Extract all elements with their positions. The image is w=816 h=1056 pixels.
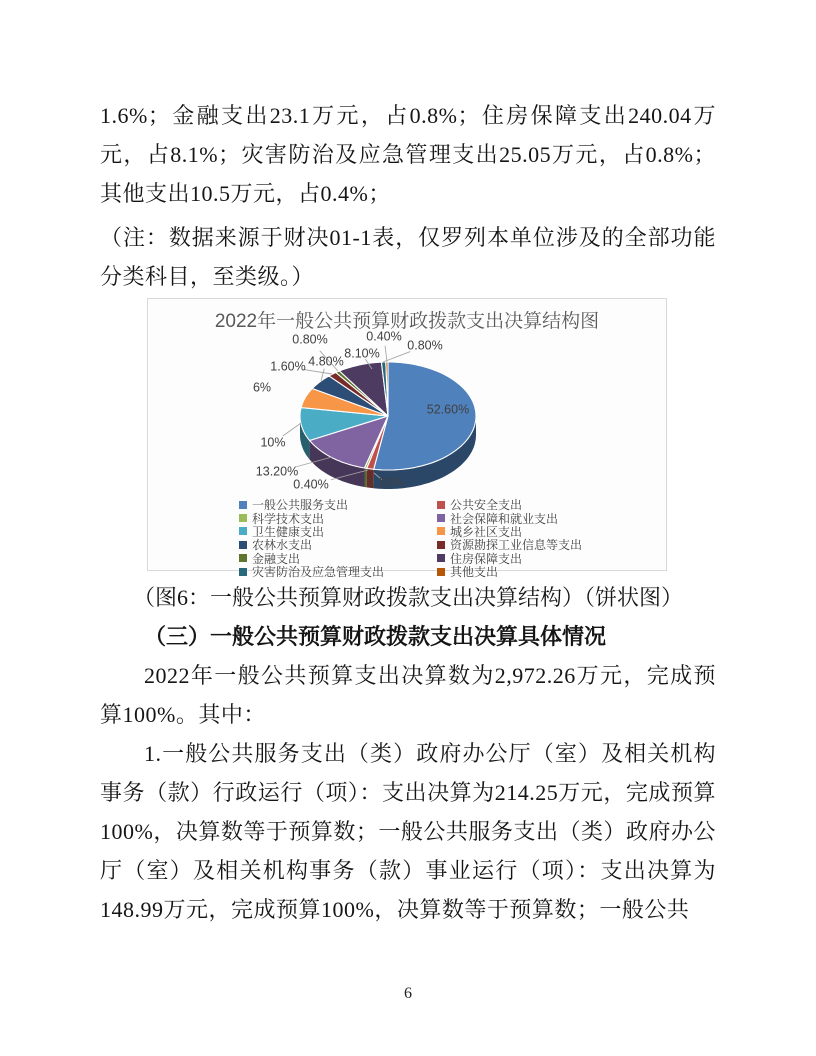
chart-title: 2022年一般公共预算财政拨款支出决算结构图	[214, 311, 600, 332]
pie-percent-label: 10%	[260, 435, 286, 450]
page-number: 6	[404, 985, 412, 1002]
pie-percent-label: 52.60%	[426, 402, 470, 417]
legend-swatch-icon	[239, 554, 247, 562]
pie-percent-label: 0.40%	[366, 329, 402, 344]
pie-chart	[147, 298, 667, 580]
label-leader-line	[385, 346, 387, 362]
chart-legend	[239, 498, 649, 578]
pie-percent-label: 0.40%	[293, 477, 329, 492]
label-leader-line	[303, 369, 332, 374]
legend-swatch-icon	[437, 527, 445, 535]
legend-swatch-icon	[437, 501, 445, 509]
legend-label: 一般公共服务支出	[252, 498, 349, 513]
legend-item	[239, 565, 437, 578]
legend-swatch-icon	[437, 568, 445, 576]
pie-percent-label: 0.80%	[407, 338, 443, 353]
paragraph-budget-total: 2022年一般公共预算支出决算数为2,972.26万元，完成预算100%。其中：	[100, 663, 716, 727]
legend-label: 其他支出	[450, 565, 499, 580]
pie-percent-label: 13.20%	[255, 464, 299, 479]
pie-percent-label: 1.60%	[270, 359, 306, 374]
section-heading: （三）一般公共预算财政拨款支出决算具体情况	[144, 624, 607, 649]
legend-label: 科学技术支出	[252, 511, 325, 526]
legend-label: 城乡社区支出	[450, 524, 523, 539]
legend-swatch-icon	[239, 541, 247, 549]
legend-label: 社会保障和就业支出	[450, 511, 559, 526]
legend-swatch-icon	[239, 527, 247, 535]
legend-swatch-icon	[239, 501, 247, 509]
paragraph-expenditure-continuation: 1.6%；金融支出23.1万元，占0.8%；住房保障支出240.04万元，占8.1%；灾害防治及应急管理支出25.05万元，占0.8%；其他支出10.5万元，占0.4%；	[100, 103, 716, 206]
figure-caption: （图6：一般公共预算财政拨款支出决算结构）（饼状图）	[132, 585, 683, 610]
pie-percent-label: 0.80%	[292, 332, 328, 347]
legend-swatch-icon	[239, 568, 247, 576]
legend-label: 资源勘探工业信息等支出	[450, 538, 583, 553]
paragraph-detail-item-1: 1.一般公共服务支出（类）政府办公厅（室）及相关机构事务（款）行政运行（项）：支出决算为214.25万元，完成预算100%，决算数等于预算数；一般公共服务支出（类）政府办公厅（室）及相关机构事务（款）事业运行（项）：支出决算为148.99万元，完成预算100%，决算数等于预算数；一般公共	[100, 741, 716, 922]
legend-item	[437, 565, 641, 578]
legend-swatch-icon	[437, 554, 445, 562]
pie-percent-label: 1.30%	[368, 475, 404, 490]
label-leader-line	[283, 423, 301, 436]
paragraph-note: （注：数据来源于财决01-1表，仅罗列本单位涉及的全部功能分类科目，至类级。）	[100, 225, 716, 289]
legend-label: 农林水支出	[252, 538, 313, 553]
legend-label: 公共安全支出	[450, 498, 523, 513]
legend-label: 灾害防治及应急管理支出	[252, 565, 385, 580]
legend-label: 住房保障支出	[450, 551, 523, 566]
pie-percent-label: 8.10%	[344, 346, 380, 361]
legend-label: 卫生健康支出	[252, 524, 325, 539]
legend-swatch-icon	[239, 514, 247, 522]
pie-percent-label: 4.80%	[308, 354, 344, 369]
legend-label: 金融支出	[252, 551, 301, 566]
legend-swatch-icon	[437, 514, 445, 522]
legend-swatch-icon	[437, 541, 445, 549]
pie-percent-label: 6%	[252, 380, 272, 395]
